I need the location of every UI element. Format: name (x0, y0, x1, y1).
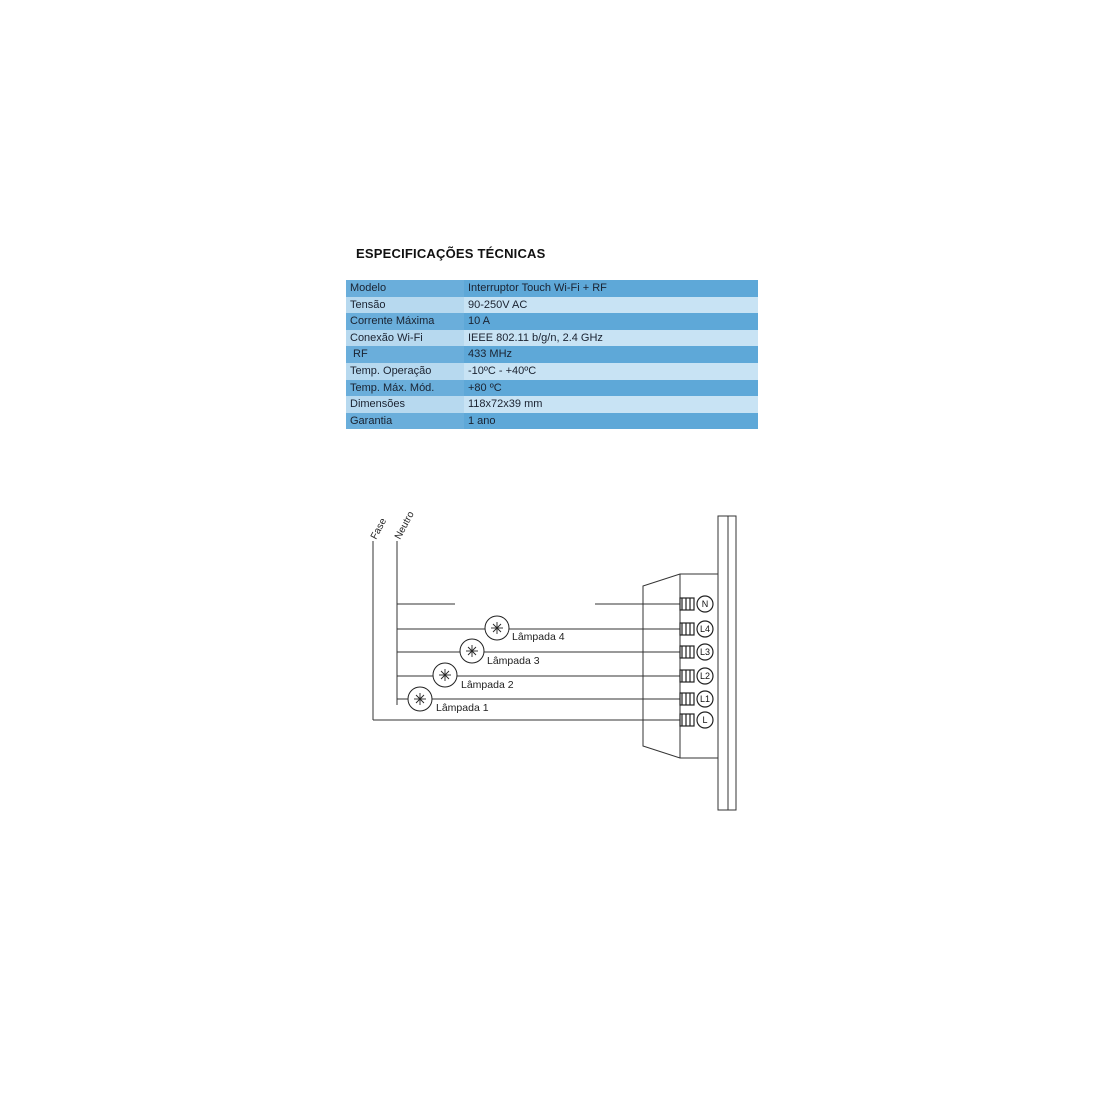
spec-label: Modelo (346, 280, 464, 297)
lamp-1-label: Lâmpada 1 (436, 702, 489, 714)
spec-label: Temp. Máx. Mód. (346, 380, 464, 397)
spec-label: Dimensões (346, 396, 464, 413)
lamp-2-label: Lâmpada 2 (461, 679, 514, 691)
terminal-l2-label: L2 (699, 671, 711, 681)
spec-value: 1 ano (464, 413, 758, 430)
lamp-3-icon (460, 639, 484, 663)
terminal-l4-label: L4 (699, 624, 711, 634)
spec-value: IEEE 802.11 b/g/n, 2.4 GHz (464, 330, 758, 347)
fase-label: Fase (368, 516, 390, 542)
lamp-2-icon (433, 663, 457, 687)
lamp-4-label: Lâmpada 4 (512, 631, 565, 643)
terminal-l1-label: L1 (699, 694, 711, 704)
terminal-l (680, 712, 713, 728)
spec-value: 433 MHz (464, 346, 758, 363)
spec-value: 10 A (464, 313, 758, 330)
lamp-4-icon (485, 616, 509, 640)
lamp-1-icon (408, 687, 432, 711)
spec-value: 90-250V AC (464, 297, 758, 314)
terminal-l3-label: L3 (699, 647, 711, 657)
lamp-3-label: Lâmpada 3 (487, 655, 540, 667)
switch-panel-edge (728, 516, 736, 810)
terminal-n-label: N (701, 599, 709, 609)
terminal-l-label: L (702, 715, 708, 725)
spec-label: Corrente Máxima (346, 313, 464, 330)
specs-title: ESPECIFICAÇÕES TÉCNICAS (356, 246, 546, 261)
spec-label: Garantia (346, 413, 464, 430)
spec-label: Tensão (346, 297, 464, 314)
neutro-label: Neutro (392, 509, 417, 542)
spec-value: +80 ºC (464, 380, 758, 397)
spec-label: RF (346, 346, 464, 363)
switch-panel (718, 516, 728, 810)
spec-value: 118x72x39 mm (464, 396, 758, 413)
spec-value: Interruptor Touch Wi-Fi + RF (464, 280, 758, 297)
spec-value: -10ºC - +40ºC (464, 363, 758, 380)
spec-label: Conexão Wi-Fi (346, 330, 464, 347)
spec-label: Temp. Operação (346, 363, 464, 380)
